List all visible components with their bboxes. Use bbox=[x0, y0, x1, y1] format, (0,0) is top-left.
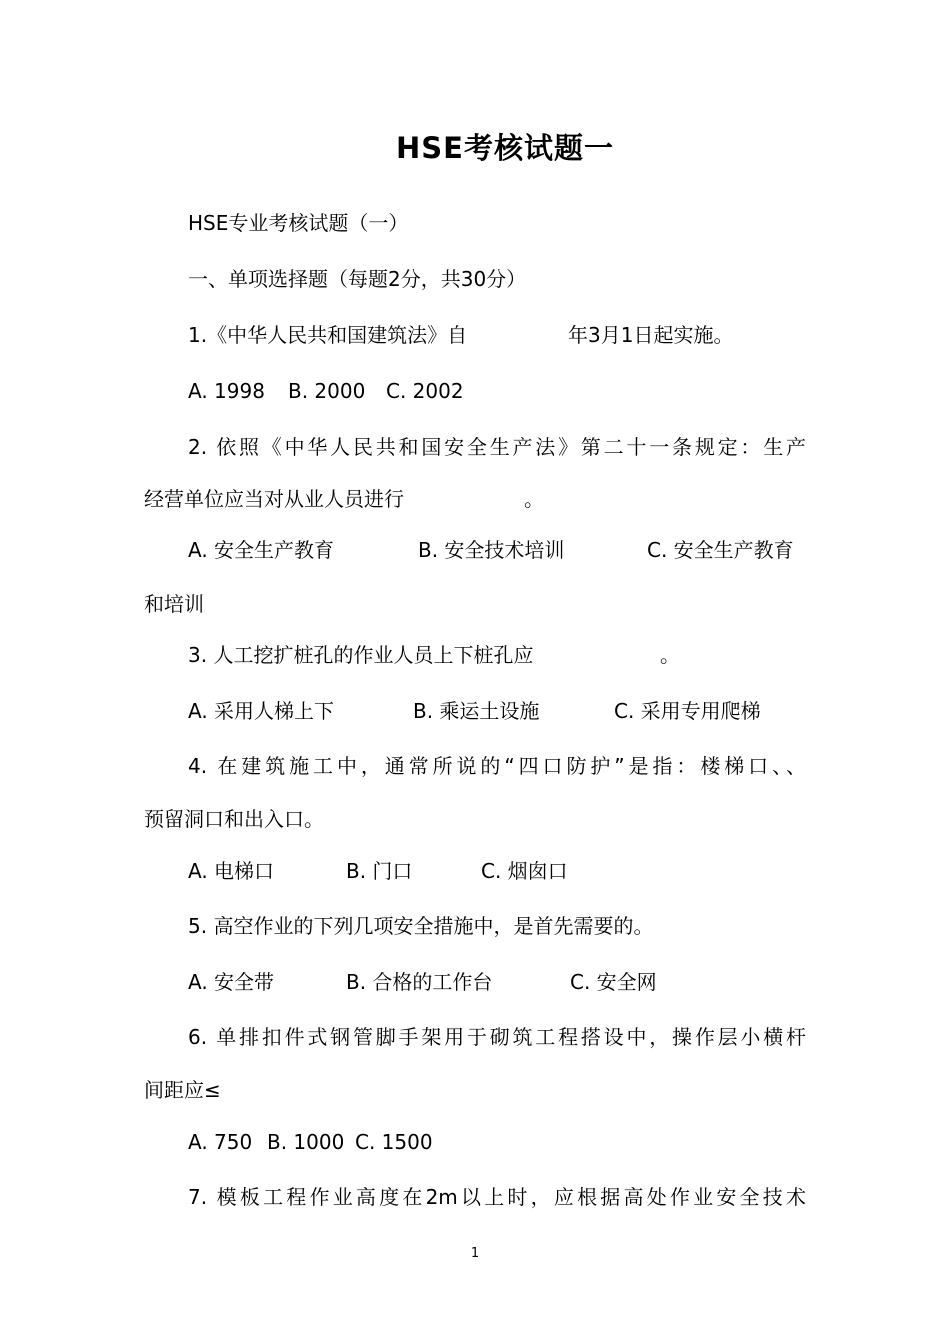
question-2-line-2b: 。 bbox=[524, 487, 544, 511]
question-1-text-a: 1.《中华人民共和国建筑法》自 bbox=[188, 323, 468, 347]
q5-option-a: A. 安全带 bbox=[188, 970, 275, 994]
q6-option-b: B. 1000 bbox=[267, 1130, 345, 1154]
q2-option-b: B. 安全技术培训 bbox=[418, 538, 565, 562]
q4-option-b: B. 门口 bbox=[346, 859, 413, 883]
q2-option-c: C. 安全生产教育 bbox=[647, 538, 794, 562]
question-3-text-b: 。 bbox=[660, 643, 680, 667]
q4-option-c: C. 烟囱口 bbox=[481, 859, 568, 883]
page-number: 1 bbox=[470, 1246, 480, 1261]
q6-option-c: C. 1500 bbox=[355, 1130, 433, 1154]
q1-option-b: B. 2000 bbox=[288, 379, 366, 403]
subtitle: HSE专业考核试题（一） bbox=[188, 211, 409, 235]
question-4-line-2: 预留洞口和出入口。 bbox=[144, 807, 324, 831]
q2-option-c-wrap: 和培训 bbox=[144, 592, 204, 616]
q1-option-a: A. 1998 bbox=[188, 379, 265, 403]
q6-option-a: A. 750 bbox=[188, 1130, 253, 1154]
section-heading: 一、单项选择题（每题2分，共30分） bbox=[188, 267, 527, 291]
q2-option-a: A. 安全生产教育 bbox=[188, 538, 335, 562]
q3-option-b: B. 乘运土设施 bbox=[413, 699, 540, 723]
question-6-line-2: 间距应≤ bbox=[144, 1078, 221, 1102]
document-title: HSE考核试题一 bbox=[396, 131, 614, 165]
question-3-text-a: 3. 人工挖扩桩孔的作业人员上下桩孔应 bbox=[188, 643, 534, 667]
question-4-line-1: 4. 在建筑施工中，通常所说的“四口防护”是指：楼梯口、、 bbox=[188, 754, 806, 778]
question-7-line-1: 7. 模板工程作业高度在2m以上时，应根据高处作业安全技术 bbox=[188, 1185, 806, 1209]
q3-option-a: A. 采用人梯上下 bbox=[188, 699, 335, 723]
q5-option-c: C. 安全网 bbox=[570, 970, 657, 994]
question-5-text: 5. 高空作业的下列几项安全措施中，是首先需要的。 bbox=[188, 914, 654, 938]
q1-option-c: C. 2002 bbox=[386, 379, 464, 403]
question-2-line-2a: 经营单位应当对从业人员进行 bbox=[144, 487, 404, 511]
q5-option-b: B. 合格的工作台 bbox=[346, 970, 493, 994]
q4-option-a: A. 电梯口 bbox=[188, 859, 275, 883]
q3-option-c: C. 采用专用爬梯 bbox=[614, 699, 761, 723]
question-2-line-1: 2. 依照《中华人民共和国安全生产法》第二十一条规定：生产 bbox=[188, 435, 806, 459]
question-6-line-1: 6. 单排扣件式钢管脚手架用于砌筑工程搭设中，操作层小横杆 bbox=[188, 1025, 806, 1049]
question-1-text-b: 年3月1日起实施。 bbox=[568, 323, 734, 347]
